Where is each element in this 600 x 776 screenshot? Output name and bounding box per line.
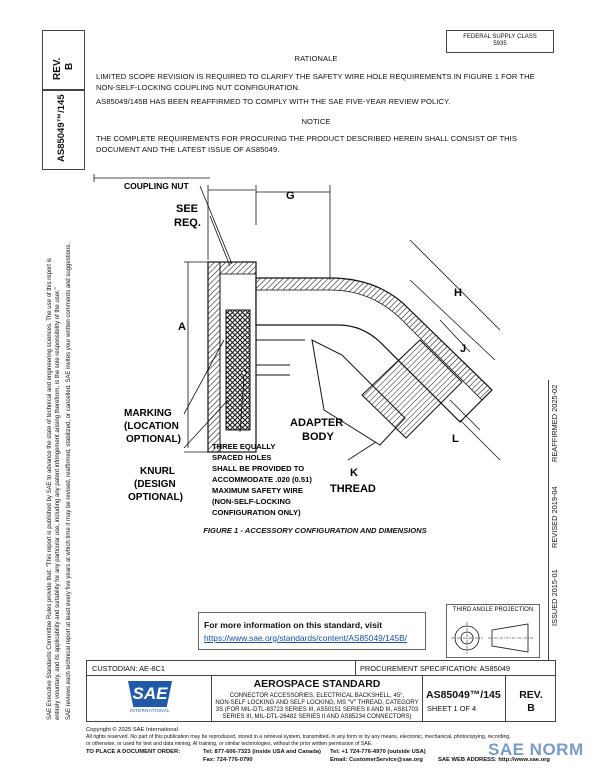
label-holes-6: (NON-SELF-LOCKING bbox=[212, 497, 291, 506]
title-divider-1 bbox=[86, 675, 556, 676]
figure-caption: FIGURE 1 - ACCESSORY CONFIGURATION AND DIMENSIONS bbox=[203, 526, 427, 535]
footer-tel-2: Tel: +1 724-776-4970 (outside USA) bbox=[330, 749, 426, 755]
title-desc-4: SERIES III, MIL-DTL-26482 SERIES II AND AS85234 CONNECTORS) bbox=[222, 714, 412, 720]
label-see: SEE bbox=[176, 203, 199, 215]
notice-text: THE COMPLETE REQUIREMENTS FOR PROCURING THE PRODUCT DESCRIBED HEREIN SHALL CONSIST OF THIS DOCUMENT AND THE LATEST ISSUE OF AS85049. bbox=[96, 134, 517, 154]
label-marking-2: (LOCATION bbox=[124, 421, 179, 432]
label-holes-1: THREE EQUALLY bbox=[212, 442, 276, 451]
label-holes-2: SPACED HOLES bbox=[212, 453, 272, 462]
label-knurl-2: (DESIGN bbox=[134, 479, 176, 490]
label-coupling-nut: COUPLING NUT bbox=[124, 181, 189, 191]
footer-rights: All rights reserved. No part of this publication may be reproduced, stored in a retrieval system, transmitted, in any form or by any means, electronic, mechanical, photocopying, recording, bbox=[86, 734, 511, 740]
label-k: K bbox=[350, 467, 358, 479]
rev-box-left bbox=[42, 30, 85, 90]
label-j: J bbox=[460, 343, 467, 355]
title-desc-2: NON-SELF LOCKING AND SELF LOCKING, MS "V" THREAD, CATEGORY bbox=[215, 700, 419, 706]
label-holes-4: ACCOMMODATE .020 (0.51) bbox=[212, 475, 312, 484]
label-req: REQ. bbox=[174, 217, 201, 229]
supply-class-label: FEDERAL SUPPLY CLASS bbox=[463, 34, 537, 40]
label-knurl-1: KNURL bbox=[140, 466, 175, 477]
sae-logo-sub: INTERNATIONAL bbox=[129, 708, 171, 713]
title-divider-v4 bbox=[355, 660, 356, 675]
label-marking-3: OPTIONAL) bbox=[126, 434, 181, 445]
footer-tel-1: Tel: 877-606-7323 (inside USA and Canada) bbox=[203, 749, 321, 755]
info-box bbox=[198, 612, 426, 650]
projection-label: THIRD ANGLE PROJECTION bbox=[452, 607, 534, 613]
title-desc-1: CONNECTOR ACCESSORIES, ELECTRICAL BACKSHELL, 45°, bbox=[229, 693, 405, 699]
footer-copyright: Copyright © 2025 SAE International bbox=[86, 727, 178, 733]
footer-rights-2: or otherwise, or used for text and data mining, AI training, or similar technologies, without the prior written permission of SAE. bbox=[86, 741, 373, 747]
footer-fax: Fax: 724-776-0790 bbox=[203, 757, 253, 763]
label-l: L bbox=[452, 433, 459, 445]
disclaimer-line-1: SAE Executive Standards Committee Rules provide that: "This report is published by SAE to advance the state of technical and engineering sciences. The use of this report is bbox=[47, 258, 53, 720]
rationale-heading: RATIONALE bbox=[294, 54, 338, 63]
standard-link[interactable]: https://www.sae.org/standards/content/AS85049/145B/ bbox=[204, 633, 407, 643]
label-a: A bbox=[178, 321, 186, 333]
disclaimer-line-2: entirely voluntary, and its applicability and suitability for any particular use, including any patent infringement arising therefrom, is the sole responsibility of the user." bbox=[55, 287, 61, 720]
rev-label: REV. bbox=[519, 689, 543, 701]
footer-web[interactable]: SAE WEB ADDRESS: http://www.sae.org bbox=[438, 757, 550, 763]
standard-type: AEROSPACE STANDARD bbox=[253, 678, 381, 690]
custodian: CUSTODIAN: AE-8C1 bbox=[92, 664, 165, 673]
label-holes-7: CONFIGURATION ONLY) bbox=[212, 508, 301, 517]
label-body: BODY bbox=[302, 431, 334, 443]
rationale-paragraph-2: AS85049/145B HAS BEEN REAFFIRMED TO COMPLY WITH THE SAE FIVE-YEAR REVIEW POLICY. bbox=[96, 97, 451, 106]
rev-label-vertical: REV. bbox=[52, 57, 63, 80]
label-knurl-3: OPTIONAL) bbox=[128, 492, 183, 503]
supply-class-value: 5935 bbox=[493, 41, 507, 47]
rev-value-vertical: B bbox=[64, 62, 75, 70]
issued-date: ISSUED 2015-01 bbox=[550, 569, 559, 626]
label-marking-1: MARKING bbox=[124, 408, 172, 419]
doc-number: AS85049™/145 bbox=[426, 689, 501, 701]
doc-number-vertical: AS85049™/145 bbox=[56, 94, 67, 162]
order-label: TO PLACE A DOCUMENT ORDER: bbox=[86, 749, 181, 755]
procurement-spec: PROCUREMENT SPECIFICATION: AS85049 bbox=[360, 664, 511, 673]
footer-email[interactable]: Email: CustomerService@sae.org bbox=[330, 757, 423, 763]
title-desc-3: 3S (FOR MIL-DTL-83723 SERIES III, AS50151 SERIES II AND III, AS81703 bbox=[215, 707, 419, 713]
label-holes-3: SHALL BE PROVIDED TO bbox=[212, 464, 305, 473]
revised-date: REVISED 2019-04 bbox=[550, 486, 559, 548]
label-g: G bbox=[286, 190, 295, 202]
rationale-paragraph-1: LIMITED SCOPE REVISION IS REQUIRED TO CLARIFY THE SAFETY WIRE HOLE REQUIREMENTS IN FIGURE 1 FOR THE NON-SELF-LOCKING COUPLING NUT CONFIGURATION. bbox=[96, 72, 535, 92]
rev-value: B bbox=[527, 702, 535, 714]
info-box-text: For more information on this standard, visit bbox=[204, 620, 383, 630]
reaffirmed-date: REAFFIRMED 2025-02 bbox=[550, 384, 559, 462]
accessory-drawing bbox=[80, 170, 550, 530]
sheet-number: SHEET 1 OF 4 bbox=[427, 704, 477, 713]
label-h: H bbox=[454, 287, 462, 299]
projection-symbol bbox=[448, 618, 538, 656]
title-divider-v2 bbox=[422, 675, 423, 722]
sae-logo bbox=[128, 681, 172, 715]
disclaimer-line-3: SAE reviews each technical report at least every five years at which time it may be revised, reaffirmed, stabilized, or cancelled. SAE invites your written comments and suggestions. bbox=[66, 242, 72, 720]
notice-heading: NOTICE bbox=[301, 117, 331, 126]
sae-logo-text: SAE bbox=[132, 684, 168, 703]
label-holes-5: MAXIMUM SAFETY WIRE bbox=[212, 486, 303, 495]
label-thread: THREAD bbox=[330, 483, 376, 495]
label-adapter: ADAPTER bbox=[290, 417, 344, 429]
watermark: SAE NORM bbox=[488, 740, 584, 759]
